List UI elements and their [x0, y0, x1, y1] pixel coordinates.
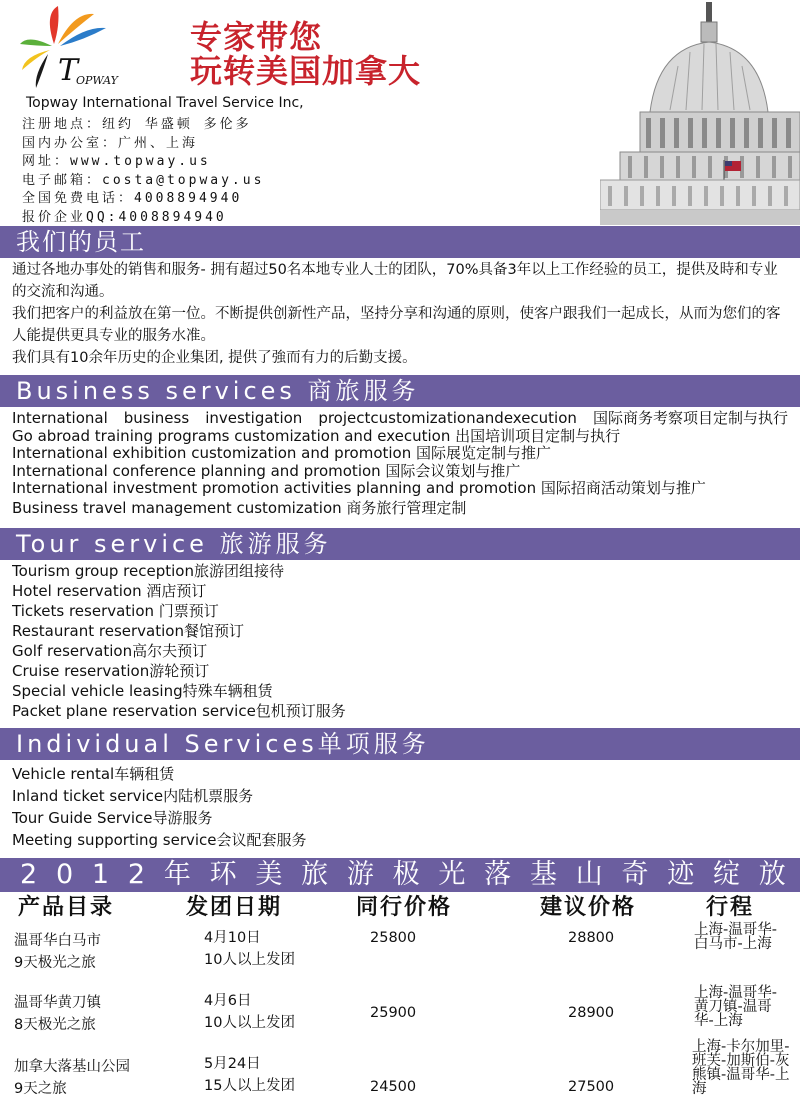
- pricing-title-char: 美: [255, 859, 283, 890]
- pricing-title-char: 山: [575, 859, 603, 890]
- itinerary: 上海-温哥华-黄刀镇-温哥华-上海: [694, 985, 777, 1029]
- peer-price: 25900: [370, 1005, 417, 1021]
- staff-paragraph: 通过各地办事处的销售和服务- 拥有超过50名本地专业人士的团队，70%具备3年以上工作经验的员工，提供及時和专业的交流和沟通。: [12, 262, 778, 300]
- tour-services-list: [12, 561, 792, 721]
- departure-date: 4月10日: [204, 930, 261, 946]
- pricing-title-char: 极: [392, 859, 420, 890]
- departure-date: 5月24日: [204, 1056, 261, 1072]
- group-size: 10人以上发团: [204, 1015, 295, 1031]
- section-header-tour: Tour service 旅游服务: [0, 528, 800, 560]
- group-size: 15人以上发团: [204, 1078, 295, 1094]
- list-item-word: investigation: [205, 410, 303, 427]
- list-item: Vehicle rental车辆租赁: [12, 765, 175, 783]
- slogan-line-1: 专家带您: [190, 18, 323, 56]
- section-header-pricing: [0, 858, 800, 892]
- staff-paragraph: 我们把客户的利益放在第一位。不断提供创新性产品，坚持分享和沟通的原则，使客户跟我们一起成长，从而为您们的客人能提供更具专业的服务水准。: [12, 306, 781, 344]
- column-header-peer-price: 同行价格: [356, 895, 453, 920]
- table-row: [14, 930, 101, 974]
- staff-paragraph: 我们具有10余年历史的企业集团, 提供了強而有力的后勤支援。: [12, 350, 417, 366]
- product-subtitle: 9天极光之旅: [14, 955, 96, 971]
- info-qq: 报价企业QQ:4008894940: [22, 209, 227, 225]
- list-item: Golf reservation高尔夫预订: [12, 642, 208, 660]
- table-row: [14, 1056, 130, 1100]
- pricing-title-char: 1: [91, 859, 110, 890]
- departure-date: 4月6日: [204, 993, 252, 1009]
- itinerary: 上海-温哥华-白马市-上海: [694, 922, 777, 952]
- svg-text:T: T: [58, 53, 79, 88]
- section-header-business: Business services 商旅服务: [0, 375, 800, 407]
- info-website: 网址：www.topway.us: [22, 154, 211, 169]
- pricing-title-char: 光: [438, 859, 466, 890]
- list-item: Tourism group reception旅游团组接待: [12, 562, 284, 580]
- pricing-title-char: 奇: [621, 859, 649, 890]
- departure-info: [204, 927, 295, 971]
- peer-price: 25800: [370, 930, 417, 946]
- list-item: Meeting supporting service会议配套服务: [12, 831, 307, 849]
- list-item: Packet plane reservation service包机预订服务: [12, 702, 346, 720]
- departure-info: [204, 1053, 295, 1097]
- suggested-price: 27500: [568, 1079, 615, 1095]
- product-subtitle: 8天极光之旅: [14, 1017, 96, 1033]
- info-email: 电子邮箱：costa@topway.us: [22, 172, 265, 188]
- itinerary: 上海-卡尔加里-班芙-加斯伯-灰熊镇-温哥华-上海: [692, 1039, 790, 1097]
- suggested-price: 28900: [568, 1005, 615, 1021]
- list-item: Special vehicle leasing特殊车辆租赁: [12, 682, 273, 700]
- slogan: [190, 20, 421, 88]
- list-item: Go abroad training programs customization and execution 出国培训项目定制与执行: [12, 427, 621, 445]
- pricing-title-char: 环: [209, 859, 237, 890]
- info-hotline: 全国免费电话：4008894940: [22, 191, 243, 206]
- list-item: International investment promotion activities planning and promotion 国际招商活动策划与推广: [12, 480, 706, 497]
- section-header-individual: Individual Services单项服务: [0, 728, 800, 760]
- list-item: Tickets reservation 门票预订: [12, 602, 219, 620]
- pricing-title-char: 年: [163, 859, 191, 890]
- list-item: [12, 410, 788, 428]
- column-header-itinerary: 行程: [706, 895, 755, 920]
- product-name: 温哥华黄刀镇: [14, 995, 101, 1011]
- list-item: Restaurant reservation餐馆预订: [12, 622, 244, 640]
- list-item-word: International: [12, 410, 108, 427]
- slogan-line-2: 玩转美国加拿大: [190, 52, 422, 90]
- pricing-title-char: 2: [20, 859, 38, 890]
- pricing-title-char: 绽: [713, 859, 740, 890]
- section-header-staff: 我们的员工: [0, 226, 800, 258]
- contact-info: [22, 116, 264, 227]
- business-services-list: [12, 410, 792, 517]
- pricing-title-char: 落: [484, 859, 512, 890]
- list-item: Hotel reservation 酒店预订: [12, 582, 207, 600]
- pricing-title-char: 旅: [301, 859, 329, 890]
- logo-wordmark: OPWAY: [76, 74, 118, 87]
- pricing-title-char: 2: [127, 859, 146, 890]
- info-registered-locations: 注册地点：纽约 华盛顿 多伦多: [22, 117, 252, 132]
- pricing-title-char: 迹: [667, 859, 695, 890]
- column-header-suggested-price: 建议价格: [540, 895, 637, 920]
- topway-logo: [14, 4, 144, 96]
- suggested-price: 28800: [568, 930, 615, 946]
- staff-description: [12, 259, 792, 369]
- individual-services-list: [12, 763, 792, 851]
- column-header-date: 发团日期: [186, 895, 283, 920]
- product-name: 温哥华白马市: [14, 933, 101, 949]
- list-item-word: business: [123, 410, 190, 427]
- product-subtitle: 9天之旅: [14, 1081, 67, 1097]
- departure-info: [204, 990, 295, 1034]
- pricing-title-char: 0: [55, 859, 74, 890]
- list-item: Cruise reservation游轮预订: [12, 662, 210, 680]
- list-item-word: projectcustomizationandexecution: [318, 410, 577, 427]
- list-item: Inland ticket service内陆机票服务: [12, 787, 254, 805]
- list-item-word: 国际商务考察项目定制与执行: [592, 410, 788, 427]
- pricing-title-char: 游: [346, 859, 374, 890]
- pricing-title-char: 放: [758, 859, 786, 890]
- pricing-title-char: 基: [529, 859, 557, 890]
- peer-price: 24500: [370, 1079, 417, 1095]
- info-domestic-office: 国内办公室：广州、上海: [22, 135, 199, 151]
- list-item: International conference planning and promotion 国际会议策划与推广: [12, 462, 521, 480]
- product-name: 加拿大落基山公园: [14, 1059, 130, 1075]
- list-item: International exhibition customization and promotion 国际展览定制与推广: [12, 445, 551, 462]
- group-size: 10人以上发团: [204, 952, 295, 968]
- column-header-product: 产品目录: [18, 895, 115, 920]
- list-item: Tour Guide Service导游服务: [12, 809, 213, 827]
- table-row: [14, 992, 101, 1036]
- list-item: Business travel management customization 商务旅行管理定制: [12, 499, 467, 517]
- capitol-building-image: [600, 0, 800, 225]
- company-name: Topway International Travel Service Inc,: [26, 95, 304, 111]
